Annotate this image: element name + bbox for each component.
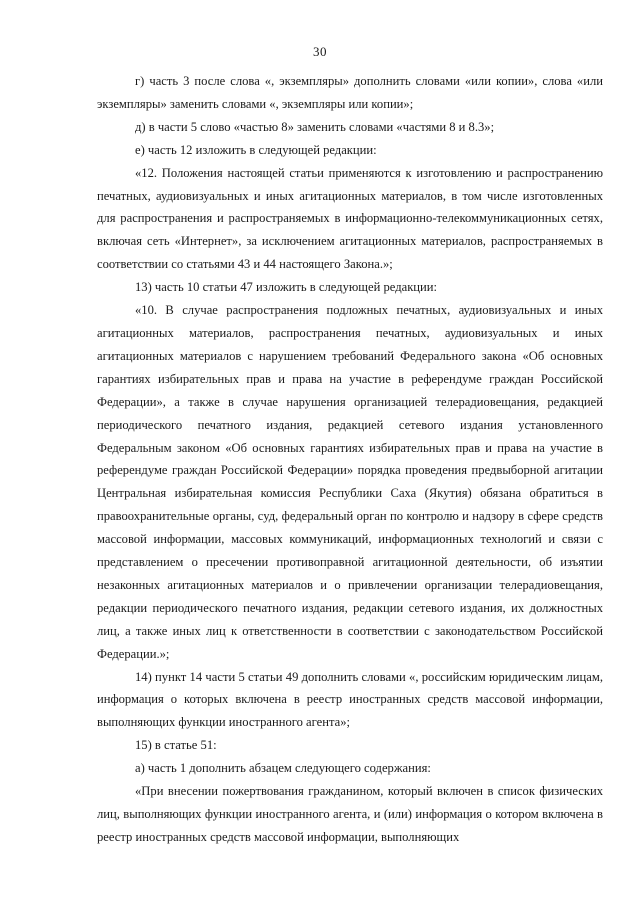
paragraph-item-13: 13) часть 10 статьи 47 изложить в следующей редакции: [135, 280, 438, 295]
paragraph-e-part-12: е) часть 12 изложить в следующей редакции: [135, 142, 377, 157]
paragraph-quote-donation: «При внесении пожертвования гражданином, который включен в список физических лиц, выполняющих функции иностранного агента, и (или) информация о котором включена в реестр иностранных средств массовой информации, выполняющих [97, 784, 603, 844]
paragraph-item-15: 15) в статье 51: [135, 738, 217, 753]
paragraph-quote-10: «10. В случае распространения подложных печатных, аудиовизуальных и иных агитационных материалов, распространения печатных, аудиовизуальных и иных агитационных материалов с нарушением требований Федерального закона «Об основных гарантиях избирательных прав и права на участие в референдуме граждан Российской Федерации», а также в случае нарушения организацией телерадиовещания, редакцией периодического печатного издания, редакцией сетевого издания установленного Федеральным законом «Об основных гарантиях избирательных прав и права на участие в референдуме граждан Российской Федерации» порядка проведения предвыборной агитации Центральная избирательная комиссия Республики Саха (Якутия) обязана обратиться в правоохранительные органы, суд, федеральный орган по контролю и надзору в сфере средств массовой информации, массовых коммуникаций, информационных технологий и связи с представлением о пресечении противоправной агитационной деятельности, об изъятии незаконных агитационных материалов и о привлечении организации телерадиовещания, редакции периодического печатного издания, редакции сетевого издания, их должностных лиц, а также иных лиц к ответственности в соответствии с законодательством Российской Федерации.»; [97, 303, 603, 661]
page-number: 30 [313, 44, 327, 59]
document-body [97, 70, 603, 849]
paragraph-quote-12: «12. Положения настоящей статьи применяются к изготовлению и распространению печатных, аудиовизуальных и иных агитационных материалов, в том числе изготовленных для распространения и распространяемых в информационно-телекоммуникационных сетях, включая сеть «Интернет», за исключением агитационных материалов, распространяемых в соответствии со статьями 43 и 44 настоящего Закона.»; [97, 165, 603, 272]
paragraph-g-part-3: г) часть 3 после слова «, экземпляры» дополнить словами «или копии», слова «или экземпляры» заменить словами «, экземпляры или копии»; [97, 74, 603, 111]
paragraph-a-part-1: а) часть 1 дополнить абзацем следующего содержания: [135, 761, 431, 776]
paragraph-item-14: 14) пункт 14 части 5 статьи 49 дополнить словами «, российским юридическим лицам, информация о которых включена в реестр иностранных средств массовой информации, выполняющих функции иностранного агента»; [97, 669, 603, 730]
paragraph-d-part-5: д) в части 5 слово «частью 8» заменить словами «частями 8 и 8.3»; [135, 119, 495, 134]
